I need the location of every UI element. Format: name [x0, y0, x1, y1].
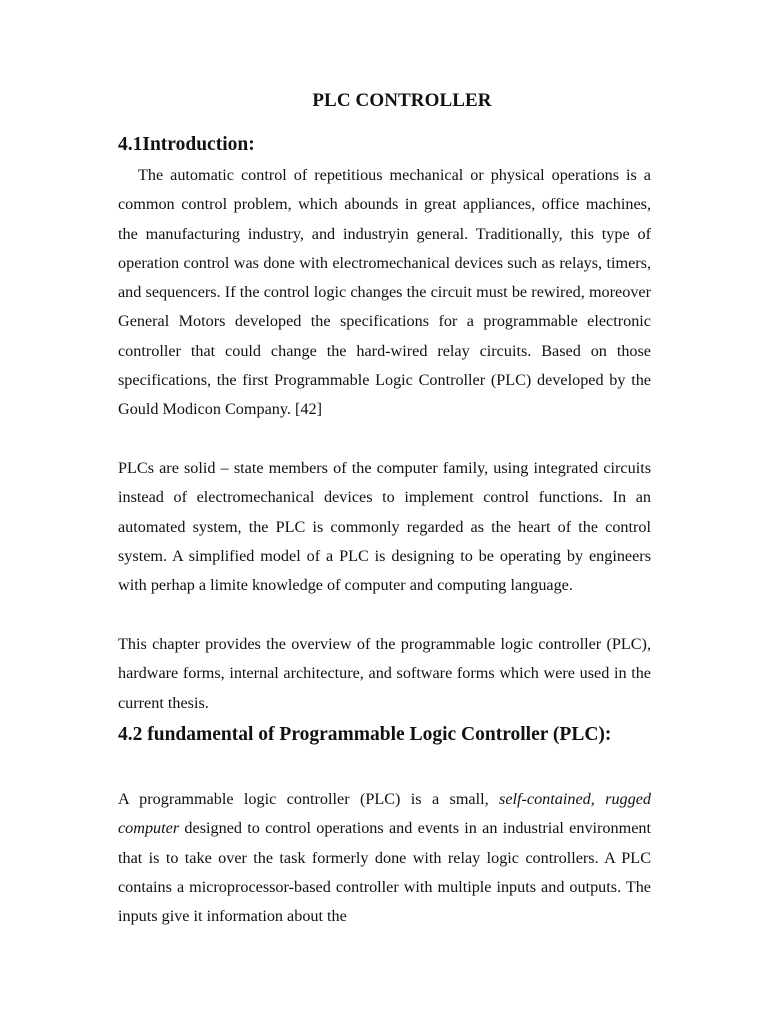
paragraph-plc-definition — [118, 785, 651, 931]
section-heading-fundamental: 4.2 fundamental of Programmable Logic Controller (PLC): — [118, 724, 612, 745]
page-title: PLC CONTROLLER — [312, 90, 492, 111]
paragraph-plc-solid-state: PLCs are solid – state members of the computer family, using integrated circuits instead of electromechanical devices to implement control functions. In an automated system, the PLC is commonly regarded as the heart of the control system. A simplified model of a PLC is designing to be operating by engineers with perhap a limite knowledge of computer and computing language. — [118, 459, 651, 595]
section-heading-introduction: 4.1Introduction: — [118, 134, 255, 155]
paragraph-introduction: The automatic control of repetitious mechanical or physical operations is a common control problem, which abounds in great appliances, office machines, the manufacturing industry, and industryin general. Traditionally, this type of operation control was done with electromechanical devices such as relays, timers, and sequencers. If the control logic changes the circuit must be rewired, moreover General Motors developed the specifications for a programmable electronic controller that could change the hard-wired relay circuits. Based on those specifications, the first Programmable Logic Controller (PLC) developed by the Gould Modicon Company. [42] — [118, 166, 651, 419]
paragraph-plc-definition-lead: A programmable logic controller (PLC) is a small — [118, 790, 485, 808]
paragraph-plc-definition-rest: designed to control operations and events in an industrial environment that is to take over the task formerly done with relay logic controllers. A PLC contains a microprocessor-based controller with multiple inputs and outputs. The inputs give it information about the — [118, 819, 651, 926]
paragraph-plc-definition-italic: , self-contained, rugged computer — [118, 790, 652, 838]
paragraph-chapter-overview: This chapter provides the overview of the programmable logic controller (PLC), hardware forms, internal architecture, and software forms which were used in the current thesis. — [118, 635, 651, 712]
